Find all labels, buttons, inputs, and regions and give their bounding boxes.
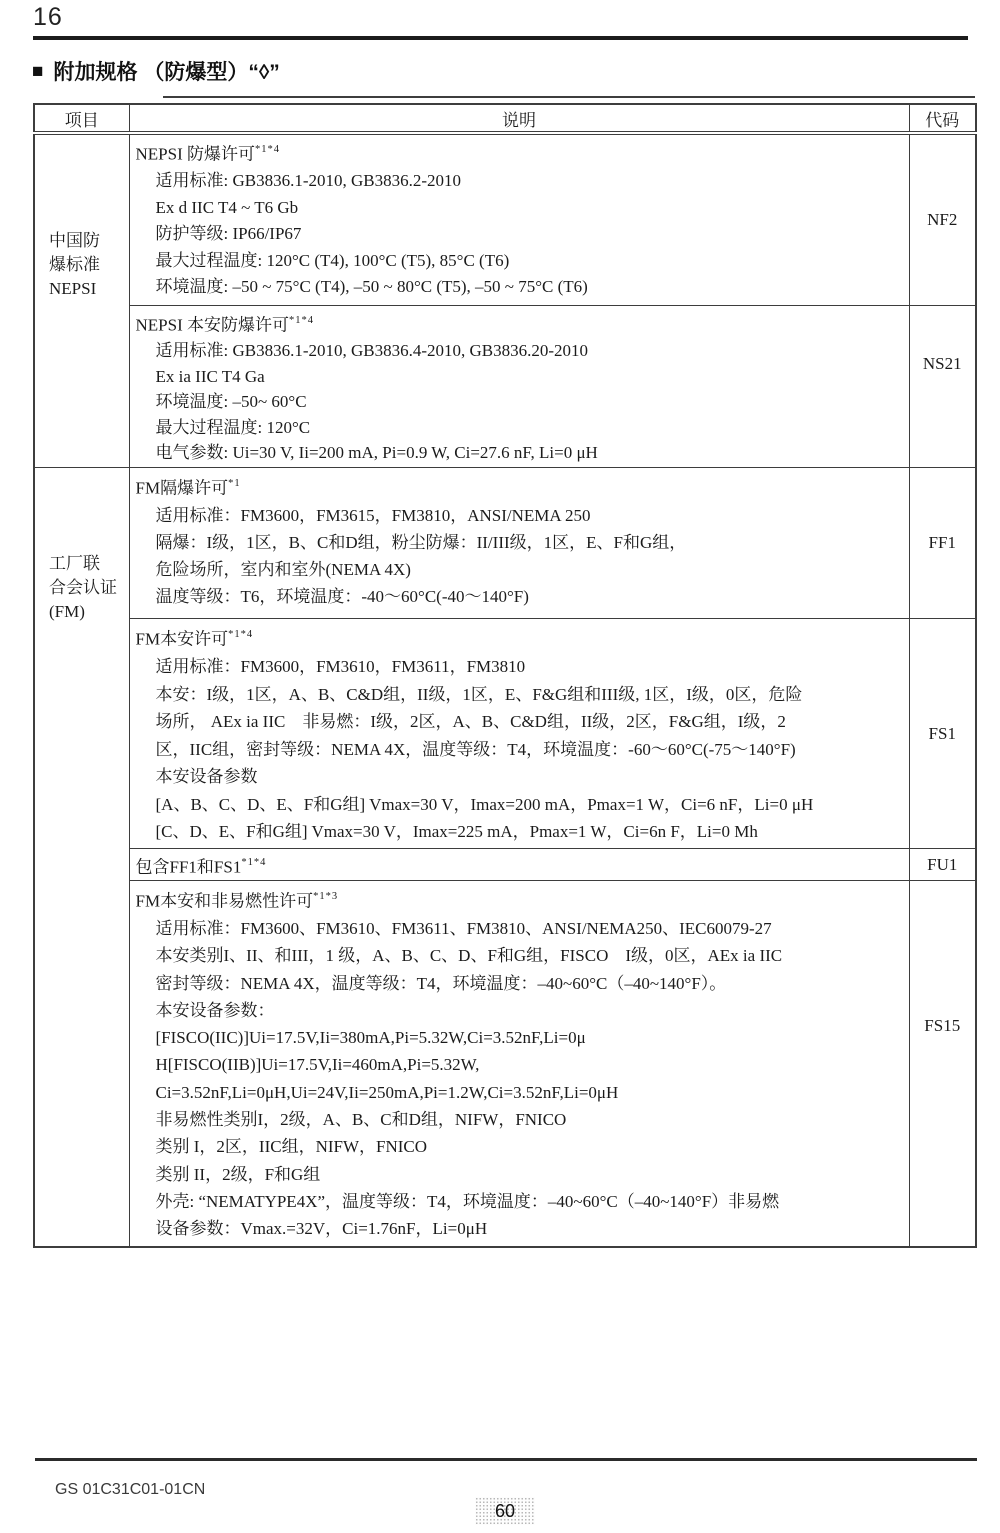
row-title-text: 包含FF1和FS1 (135, 857, 242, 877)
top-rule (33, 36, 968, 40)
row-description (129, 306, 909, 468)
text-line: 环境温度: –50~ 60°C (155, 392, 307, 412)
text-line: 防护等级: IP66/IP67 (155, 224, 302, 244)
text-line: 本安设备参数 (155, 767, 258, 787)
text-line: 适用标准：FM3600、FM3610、FM3611、FM3810、ANSI/NEMA250、IEC60079-27 (155, 918, 772, 938)
row-description (129, 849, 909, 881)
table-top-double-rule (163, 96, 975, 98)
text-line: 中国防 (49, 231, 100, 250)
row-title (135, 138, 905, 168)
text-line: 适用标准: GB3836.1-2010, GB3836.2-2010 (155, 171, 462, 191)
text-line: 爆标准 (49, 255, 100, 274)
row-description (129, 468, 909, 619)
row-detail-lines (135, 915, 905, 1243)
text-line: 最大过程温度: 120°C (155, 417, 311, 437)
text-line: 隔爆：I级，1区，B、C和D组，粉尘防爆：II/III级，1区，E、F和G组， (155, 532, 687, 552)
row-detail-lines (135, 338, 905, 466)
spec-table (33, 103, 977, 1248)
row-code: FS1 (909, 619, 976, 849)
text-line: 适用标准：FM3600，FM3615，FM3810，ANSI/NEMA 250 (155, 505, 591, 525)
row-description (129, 133, 909, 306)
text-line: 危险场所，室内和室外(NEMA 4X) (155, 559, 411, 579)
table-row-fu1 (34, 849, 976, 881)
row-title (135, 852, 905, 879)
row-title-sup: *1*4 (228, 629, 254, 640)
row-title (135, 309, 905, 338)
row-detail-lines (135, 653, 905, 846)
row-description (129, 619, 909, 849)
section-marker-icon: ■ (32, 60, 44, 82)
text-line: 环境温度: –50 ~ 75°C (T4), –50 ~ 80°C (T5), –50 ~ 75°C (T6) (155, 277, 588, 297)
text-line: 合会认证 (49, 578, 117, 597)
text-line: 电气参数: Ui=30 V, Ii=200 mA, Pi=0.9 W, Ci=27.6 nF, Li=0 μH (155, 443, 598, 463)
row-detail-lines (135, 502, 905, 610)
group-label-china-nepsi (34, 133, 129, 468)
row-title-sup: *1 (228, 478, 241, 489)
text-line: 本安：I级，1区，A、B、C&D组，II级，1区，E、F&G组和III级, 1区，I级，0区，危险 (155, 684, 803, 704)
spec-table-wrap (33, 103, 977, 1248)
text-line: 适用标准: GB3836.1-2010, GB3836.4-2010, GB3836.20-2010 (155, 341, 589, 361)
row-title-sup: *1*3 (313, 891, 339, 902)
row-detail-lines (135, 168, 905, 301)
text-line: 非易燃性类别I，2级，A、B、C和D组，NIFW，FNICO (155, 1110, 567, 1130)
col-header-description: 说明 (129, 104, 909, 133)
row-title (135, 471, 905, 502)
text-line: 最大过程温度: 120°C (T4), 100°C (T5), 85°C (T6) (155, 250, 510, 270)
text-line: Ex d IIC T4 ~ T6 Gb (155, 197, 299, 217)
row-title (135, 884, 905, 915)
text-line: 适用标准：FM3600，FM3610，FM3611，FM3810 (155, 657, 526, 677)
text-line: 类别 II，2级，F和G组 (155, 1164, 321, 1184)
section-heading-text: 附加规格 （防爆型）“◊” (53, 61, 280, 84)
row-title-text: NEPSI 本安防爆许可 (135, 315, 289, 335)
text-line: 本安类别I、II、和III，1 级，A、B、C、D、F和G组，FISCO I级，0区，AEx ia IIC (155, 946, 783, 966)
row-title-text: FM本安许可 (135, 629, 229, 649)
text-line: 本安设备参数： (155, 1000, 275, 1020)
col-header-item: 项目 (34, 104, 129, 133)
row-code: FS15 (909, 881, 976, 1248)
text-line: 温度等级：T6，环境温度：-40～60°C(-40～140°F) (155, 586, 529, 606)
row-title-sup: *1*4 (254, 144, 280, 155)
row-title (135, 622, 905, 653)
row-title-sup: *1*4 (241, 857, 267, 868)
table-row-ns21 (34, 306, 976, 468)
row-title-text: FM本安和非易燃性许可 (135, 891, 314, 911)
table-row-fs1 (34, 619, 976, 849)
text-line: 外壳: “NEMATYPE4X”，温度等级：T4，环境温度：–40~60°C（–40~140°F）非易燃 (155, 1191, 780, 1211)
footer-rule (35, 1458, 977, 1461)
page-number-top: 16 (33, 3, 63, 31)
text-line: 设备参数：Vmax.=32V，Ci=1.76nF，Li=0μH (155, 1219, 488, 1239)
text-line: NEPSI (49, 279, 97, 298)
page-number-badge: 60 (475, 1497, 535, 1525)
section-heading (32, 56, 280, 86)
table-row-fs15 (34, 881, 976, 1248)
col-header-code: 代码 (909, 104, 976, 133)
row-code: FF1 (909, 468, 976, 619)
row-title-text: NEPSI 防爆许可 (135, 144, 255, 164)
text-line: Ex ia IIC T4 Ga (155, 366, 265, 386)
text-line: 密封等级：NEMA 4X，温度等级：T4，环境温度：–40~60°C（–40~140°F）。 (155, 973, 727, 993)
row-title-text: FM隔爆许可 (135, 478, 229, 498)
row-description (129, 881, 909, 1248)
text-line: 区，IIC组，密封等级：NEMA 4X，温度等级：T4，环境温度：-60～60°C(-75～140°F) (155, 739, 796, 759)
text-line: Ci=3.52nF,Li=0μH,Ui=24V,Ii=250mA,Pi=1.2W,Ci=3.52nF,Li=0μH (155, 1082, 619, 1102)
group-label-fm (34, 468, 129, 1248)
text-line: 场所， AEx ia IIC 非易燃：I级，2区，A、B、C&D组，II级，2区，F&G组，I级，2 (155, 712, 786, 732)
table-row-ff1 (34, 468, 976, 619)
table-header-row (34, 104, 976, 133)
text-line: [A、B、C、D、E、F和G组] Vmax=30 V，Imax=200 mA，Pmax=1 W，Ci=6 nF，Li=0 μH (155, 794, 814, 814)
text-line: (FM) (49, 602, 85, 621)
text-line: [FISCO(IIC)]Ui=17.5V,Ii=380mA,Pi=5.32W,Ci=3.52nF,Li=0μ (155, 1028, 586, 1048)
row-code: NF2 (909, 133, 976, 306)
row-code: NS21 (909, 306, 976, 468)
text-line: 类别 I，2区，IIC组，NIFW，FNICO (155, 1137, 428, 1157)
document-number: GS 01C31C01-01CN (55, 1481, 206, 1498)
row-title-sup: *1*4 (288, 315, 314, 326)
text-line: [C、D、E、F和G组] Vmax=30 V，Imax=225 mA，Pmax=1 W，Ci=6n F，Li=0 Mh (155, 822, 758, 842)
table-row-nf2 (34, 133, 976, 306)
text-line: 工厂联 (49, 554, 100, 573)
row-code: FU1 (909, 849, 976, 881)
text-line: H[FISCO(IIB)]Ui=17.5V,Ii=460mA,Pi=5.32W, (155, 1055, 480, 1075)
